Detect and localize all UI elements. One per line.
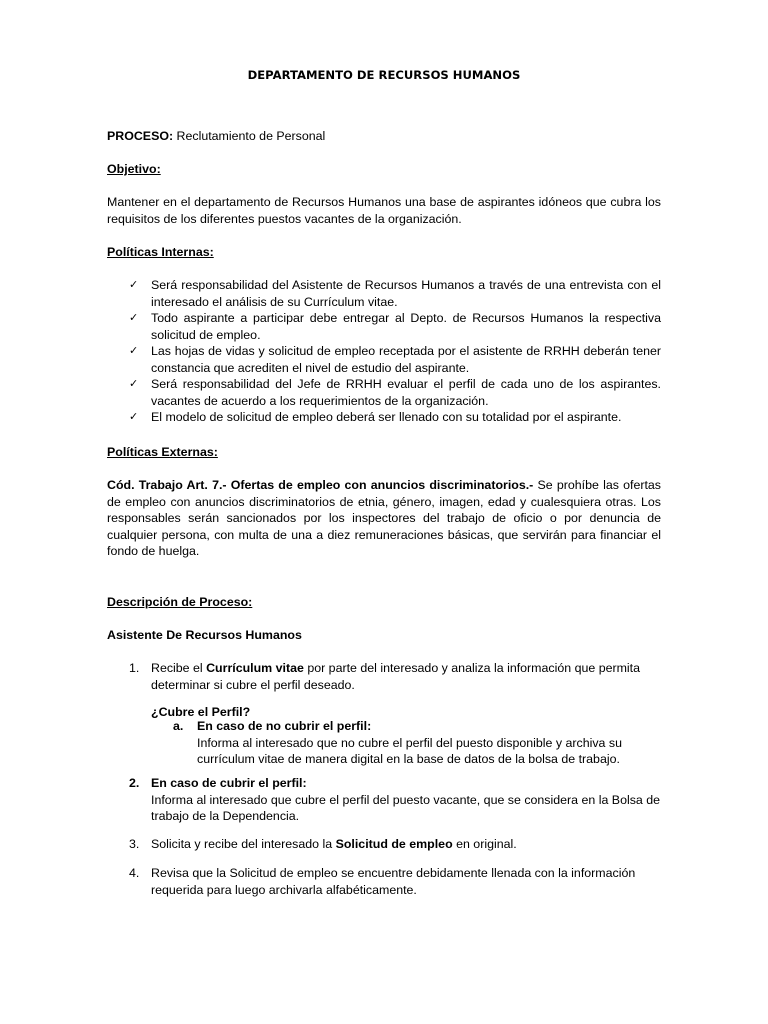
codigo-trabajo-lead: Cód. Trabajo Art. 7.- Ofertas de empleo con anuncios discriminatorios.- — [107, 478, 534, 492]
step-2: 2. En caso de cubrir el perfil: Informa al interesado que cubre el perfil del puesto vacante, que se considera en la Bolsa de trabajo de la Dependencia. — [129, 776, 661, 823]
objetivo-text: Mantener en el departamento de Recursos Humanos una base de aspirantes idóneos que cubra los requisitos de los diferentes puestos vacantes de la organización. — [107, 195, 661, 226]
document-title: DEPARTAMENTO DE RECURSOS HUMANOS — [247, 68, 521, 82]
checkmark-icon: ✓ — [129, 278, 139, 291]
politica-interna-item: ✓ Será responsabilidad del Asistente de Recursos Humanos a través de una entrevista con el interesado el análisis de su Currículum vitae. — [129, 278, 661, 309]
politica-interna-item: ✓ Las hojas de vidas y solicitud de empleo receptada por el asistente de RRHH deberán tener constancia que acrediten el nivel de estudio del aspirante. — [129, 344, 661, 375]
step-number: 3. — [129, 837, 140, 851]
politicas-internas-list — [129, 277, 661, 426]
politica-interna-item: ✓ Será responsabilidad del Jefe de RRHH evaluar el perfil de cada uno de los aspirantes. vacantes de acuerdo a los requerimientos de la organización. — [129, 377, 661, 408]
proceso-label: PROCESO: — [107, 129, 174, 143]
politicas-externas-paragraph — [107, 477, 661, 560]
asistente-subheading: Asistente De Recursos Humanos — [107, 628, 302, 642]
option-a-text: Informa al interesado que no cubre el perfil del puesto disponible y archiva su currículum vitae de manera digital en la base de datos de la bolsa de trabajo. — [197, 735, 622, 766]
proceso-value: Reclutamiento de Personal — [173, 129, 326, 143]
politicas-internas-heading: Políticas Internas: — [107, 245, 214, 259]
step-1: 1. Recibe el Currículum vitae por parte del interesado y analiza la información que permita determinar si cubre el perfil deseado. — [129, 661, 641, 692]
politicas-externas-text: Se prohíbe las ofertas de empleo con anuncios discriminatorios de etnia, género, imagen, edad y cualesquiera otras. Los responsables serán sancionados por los inspectores del trabajo de oficio o por denuncia de cualquier persona, con multa de una a diez remuneraciones básicas, que servirán para financiar el fondo de huelga. — [107, 478, 661, 558]
step-2-text: Informa al interesado que cubre el perfil del puesto vacante, que se considera en la Bolsa de trabajo de la Dependencia. — [151, 792, 661, 823]
option-a — [173, 718, 661, 768]
step-3: 3. Solicita y recibe del interesado la Solicitud de empleo en original. — [129, 837, 517, 851]
step-number: 1. — [129, 661, 140, 675]
step-4: 4. Revisa que la Solicitud de empleo se encuentre debidamente llenada con la información requerida para luego archivarla alfabéticamente. — [129, 866, 636, 897]
checkmark-icon: ✓ — [129, 344, 139, 357]
cubre-perfil-question: ¿Cubre el Perfil? — [151, 705, 251, 719]
checkmark-icon: ✓ — [129, 377, 139, 390]
descripcion-heading: Descripción de Proceso: — [107, 595, 253, 609]
checkmark-icon: ✓ — [129, 410, 139, 423]
option-a-label: a. — [173, 719, 184, 733]
checkmark-icon: ✓ — [129, 311, 139, 324]
step-number: 2. — [129, 776, 140, 790]
objetivo-heading: Objetivo: — [107, 162, 161, 176]
step-number: 4. — [129, 866, 140, 880]
politicas-externas-heading: Políticas Externas: — [107, 445, 218, 459]
politica-interna-item: ✓ El modelo de solicitud de empleo deberá ser llenado con su totalidad por el aspirante. — [129, 410, 622, 424]
politica-interna-item: ✓ Todo aspirante a participar debe entregar al Depto. de Recursos Humanos la respectiva solicitud de empleo. — [129, 311, 661, 342]
proceso-line — [107, 128, 661, 145]
option-a-heading: En caso de no cubrir el perfil: — [197, 719, 372, 733]
